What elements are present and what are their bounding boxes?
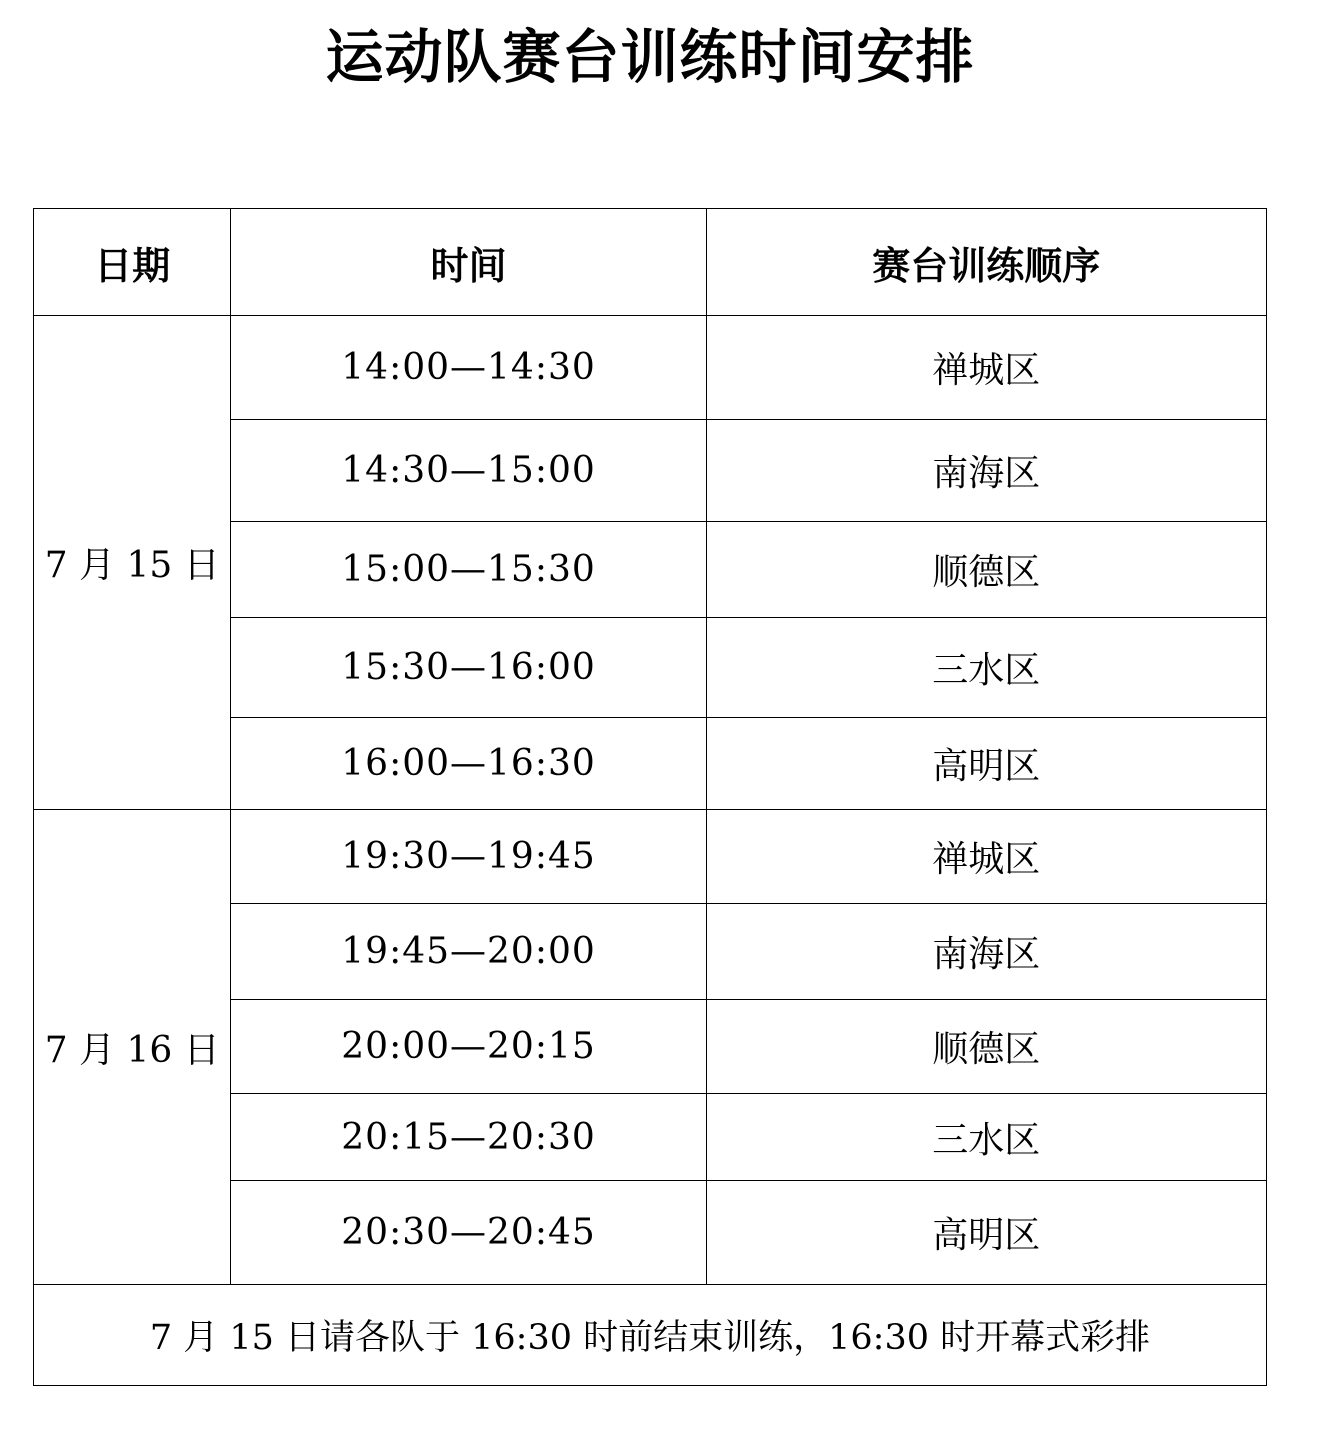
team-cell: 顺德区 (706, 1000, 1266, 1094)
table-row (34, 810, 1267, 904)
table-header-row (34, 209, 1267, 316)
team-cell: 南海区 (706, 420, 1266, 522)
team-cell: 禅城区 (706, 316, 1266, 420)
team-cell: 三水区 (706, 618, 1266, 718)
header-date: 日期 (34, 209, 231, 316)
note-text: 7 月 15 日请各队于 16:30 时前结束训练，16:30 时开幕式彩排 (34, 1285, 1267, 1386)
team-cell: 南海区 (706, 904, 1266, 1000)
time-cell: 20:30—20:45 (231, 1181, 706, 1285)
time-cell: 14:00—14:30 (231, 316, 706, 420)
note-row (34, 1285, 1267, 1386)
time-cell: 14:30—15:00 (231, 420, 706, 522)
schedule-table (33, 208, 1267, 1386)
date-cell-day2: 7 月 16 日 (34, 810, 231, 1285)
date-cell-day1: 7 月 15 日 (34, 316, 231, 810)
page-title: 运动队赛台训练时间安排 (325, 23, 975, 91)
table-row (34, 316, 1267, 420)
time-cell: 19:45—20:00 (231, 904, 706, 1000)
team-cell: 禅城区 (706, 810, 1266, 904)
team-cell: 三水区 (706, 1094, 1266, 1181)
team-cell: 高明区 (706, 718, 1266, 810)
header-time: 时间 (231, 209, 706, 316)
time-cell: 19:30—19:45 (231, 810, 706, 904)
header-order: 赛台训练顺序 (706, 209, 1266, 316)
time-cell: 20:15—20:30 (231, 1094, 706, 1181)
team-cell: 高明区 (706, 1181, 1266, 1285)
time-cell: 15:30—16:00 (231, 618, 706, 718)
time-cell: 20:00—20:15 (231, 1000, 706, 1094)
team-cell: 顺德区 (706, 522, 1266, 618)
time-cell: 16:00—16:30 (231, 718, 706, 810)
time-cell: 15:00—15:30 (231, 522, 706, 618)
